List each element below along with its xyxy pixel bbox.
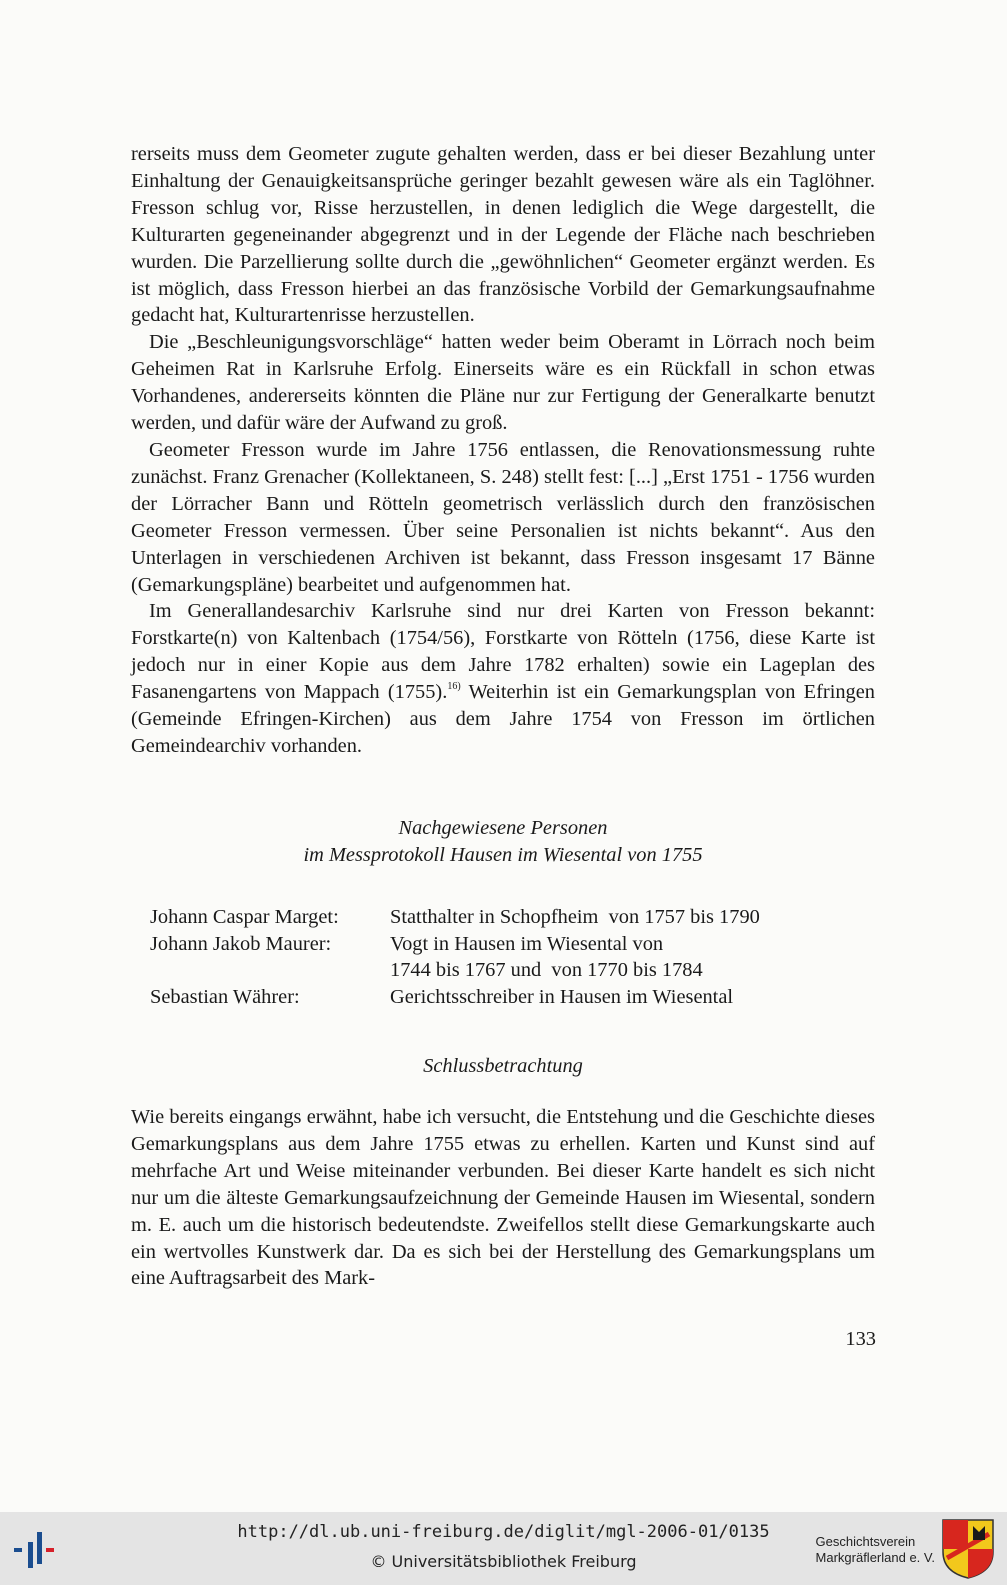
person-row bbox=[150, 984, 760, 1011]
society-name-line: Geschichtsverein bbox=[815, 1534, 916, 1549]
footer-copyright: © Universitätsbibliothek Freiburg bbox=[370, 1552, 637, 1571]
person-role: Statthalter in Schopfheim von 1757 bis 1790 bbox=[390, 906, 760, 928]
persons-heading bbox=[131, 815, 875, 869]
body-text bbox=[131, 141, 875, 760]
page-number: 133 bbox=[845, 1328, 876, 1350]
paragraph bbox=[131, 598, 875, 759]
paragraph: Die „Beschleunigungsvorschläge“ hatten weder beim Oberamt in Lörrach noch beim Geheimen Rat in Karlsruhe Erfolg. Einerseits wäre es ein Rückfall in schon etwas Vorhandenes, andererseits könnten die Pläne nur zur Fertigung der Generalkarte benutzt werden, und dafür wäre der Aufwand zu groß. bbox=[131, 331, 875, 435]
paragraph: Wie bereits eingangs erwähnt, habe ich versucht, die Entstehung und die Geschichte dieses Gemarkungsplans aus dem Jahre 1755 etwas zu erhellen. Karten und Kunst sind auf mehrfache Art und Weise miteinander verbunden. Bei dieser Karte handelt es sich nicht nur um die älteste Gemarkungsaufzeichnung der Gemeinde Hausen im Wiesental, sondern m. E. auch um die historisch bedeutendste. Zweifellos stellt diese Gemarkungskarte auch ein wertvolles Kunstwerk dar. Da es sich bei der Herstellung des Gemarkungsplans um eine Auftragsarbeit des Mark- bbox=[131, 1106, 875, 1290]
coat-of-arms-icon[interactable] bbox=[941, 1518, 995, 1580]
society-name bbox=[816, 1534, 935, 1566]
paragraph-text: Weiterhin ist ein Gemarkungsplan von Efringen (Gemeinde Efringen-Kirchen) aus dem Jahre 1754 von Fresson im örtlichen Gemeindearchiv vorhanden. bbox=[131, 681, 876, 757]
persons-heading-line: im Messprotokoll Hausen im Wiesental von 1755 bbox=[303, 844, 703, 866]
person-name: Johann Caspar Marget: bbox=[150, 906, 339, 928]
person-name bbox=[150, 957, 390, 984]
paragraph: Geometer Fresson wurde im Jahre 1756 entlassen, die Renovationsmessung ruhte zunächst. Franz Grenacher (Kollektaneen, S. 248) stellt fest: [...] „Erst 1751 - 1756 wurden der Lörracher Bann und Rötteln geometrisch verlässlich durch den französischen Geometer Fresson vermessen. Über seine Personalien ist nichts bekannt“. Aus den Unterlagen in verschiedenen Archiven ist bekannt, dass Fresson insgesamt 17 Bänne (Gemarkungspläne) bearbeitet und aufgenommen hat. bbox=[131, 438, 875, 596]
person-name: Sebastian Währer: bbox=[150, 986, 300, 1009]
footnote-reference[interactable]: 16) bbox=[447, 681, 461, 693]
person-role: 1744 bis 1767 und von 1770 bis 1784 bbox=[390, 959, 703, 982]
conclusion-text bbox=[131, 1104, 875, 1292]
person-row bbox=[150, 931, 760, 958]
footer-bar bbox=[0, 1512, 1007, 1585]
persons-list bbox=[150, 904, 760, 1011]
persons-heading-line: Nachgewiesene Personen bbox=[398, 817, 608, 839]
person-name: Johann Jakob Maurer: bbox=[150, 932, 332, 955]
conclusion-heading: Schlussbetrachtung bbox=[423, 1055, 583, 1077]
person-role: Vogt in Hausen im Wiesental von bbox=[390, 932, 664, 955]
person-role: Gerichtsschreiber in Hausen im Wiesental bbox=[390, 986, 734, 1009]
paragraph: rerseits muss dem Geometer zugute gehalten werden, dass er bei dieser Bezahlung unter Einhaltung der Genauigkeitsansprüche geringer bezahlt gewesen wäre als ein Taglöhner. Fresson schlug vor, Risse herzustellen, in denen lediglich die Wege dargestellt, die Kulturarten gegeneinander abgegrenzt und in der Legende der Fläche nach beschrieben wurden. Die Parzellierung sollte durch die „gewöhnlichen“ Geometer ergänzt werden. Es ist möglich, dass Fresson hierbei an das französische Vorbild der Gemarkungsaufnahme gedacht hat, Kulturartenrisse herzustellen. bbox=[131, 143, 875, 327]
paragraph-text: Im Generallandesarchiv Karlsruhe sind nur drei Karten von Fresson bekannt: Forstkarte(n) von Kaltenbach (1754/56), Forstkarte von Rötteln (1756, diese Karte ist jedoch nur in einer Kopie aus dem Jahre 1782 erhalten) sowie ein Lageplan des Fasanengartens von Mappach (1755). bbox=[131, 600, 875, 704]
person-row bbox=[150, 957, 760, 984]
society-name-line: Markgräflerland e. V. bbox=[815, 1550, 935, 1565]
footer-url[interactable]: http://dl.ub.uni-freiburg.de/diglit/mgl-2006-01/0135 bbox=[237, 1522, 770, 1542]
person-row bbox=[150, 904, 760, 931]
